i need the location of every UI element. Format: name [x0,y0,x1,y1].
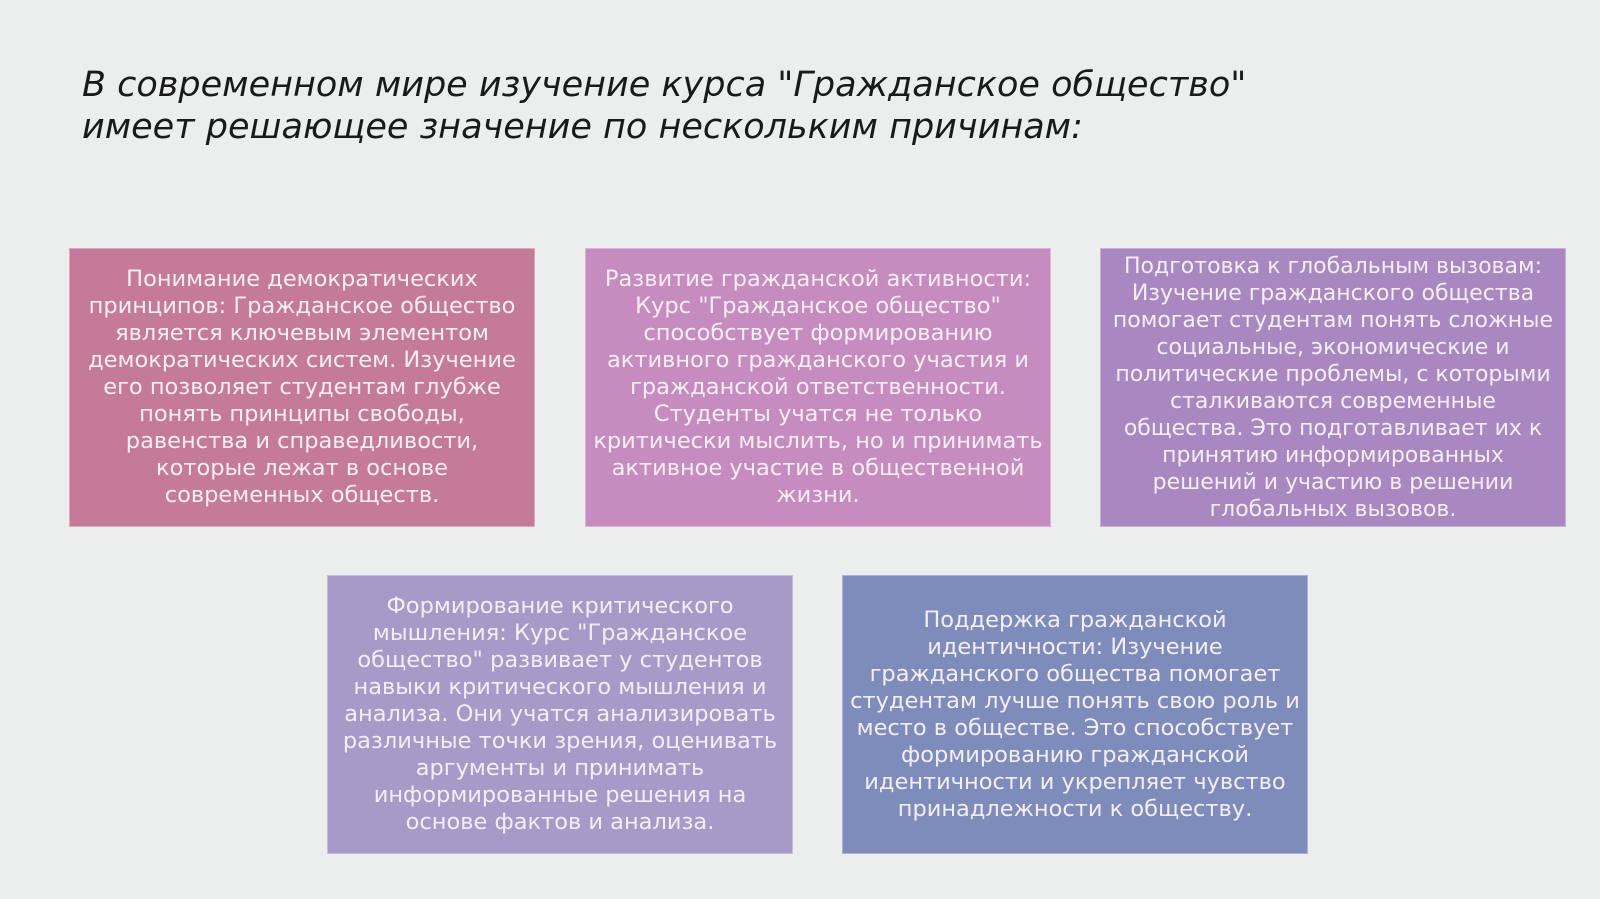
reason-card-text: Понимание демократических принципов: Гражданское общество является ключевым элементом демократических систем. Изучение его позволяет студентам глубже понять принципы свободы, равенства и справедливости, которые лежат в основе современных обществ. [88,266,516,508]
reason-card-critical-thinking [327,575,793,854]
reason-card-democratic-principles [69,248,535,527]
reason-card-text: Формирование критического мышления: Курс "Гражданское общество" развивает у студентов навыки критического мышления и анализа. Они учатся анализировать различные точки зрения, оценивать аргументы и принимать информированные решения на основе фактов и анализа. [342,593,778,835]
slide-title: В современном мире изучение курса "Гражданское общество" имеет решающее значение по нескольким причинам: [82,65,1247,147]
reason-card-text: Развитие гражданской активности: Курс "Гражданское общество" способствует формированию активного гражданского участия и гражданской ответственности. Студенты учатся не только критически мыслить, но и принимать активное участие в общественной жизни. [593,266,1043,508]
reason-card-text: Поддержка гражданской идентичности: Изучение гражданского общества помогает студентам лучше понять свою роль и место в обществе. Это способствует формированию гражданской идентичности и укрепляет чувство принадлежности к обществу. [850,606,1300,822]
reason-card-civic-activity [585,248,1051,527]
reason-card-text: Подготовка к глобальным вызовам: Изучение гражданского общества помогает студентам понять сложные социальные, экономические и политические проблемы, с которыми сталкиваются современные общества. Это подготавливает их к принятию информированных решений и участию в решении глобальных вызовов. [1112,253,1554,522]
reason-card-global-challenges [1100,248,1566,527]
reason-card-civic-identity [842,575,1308,854]
